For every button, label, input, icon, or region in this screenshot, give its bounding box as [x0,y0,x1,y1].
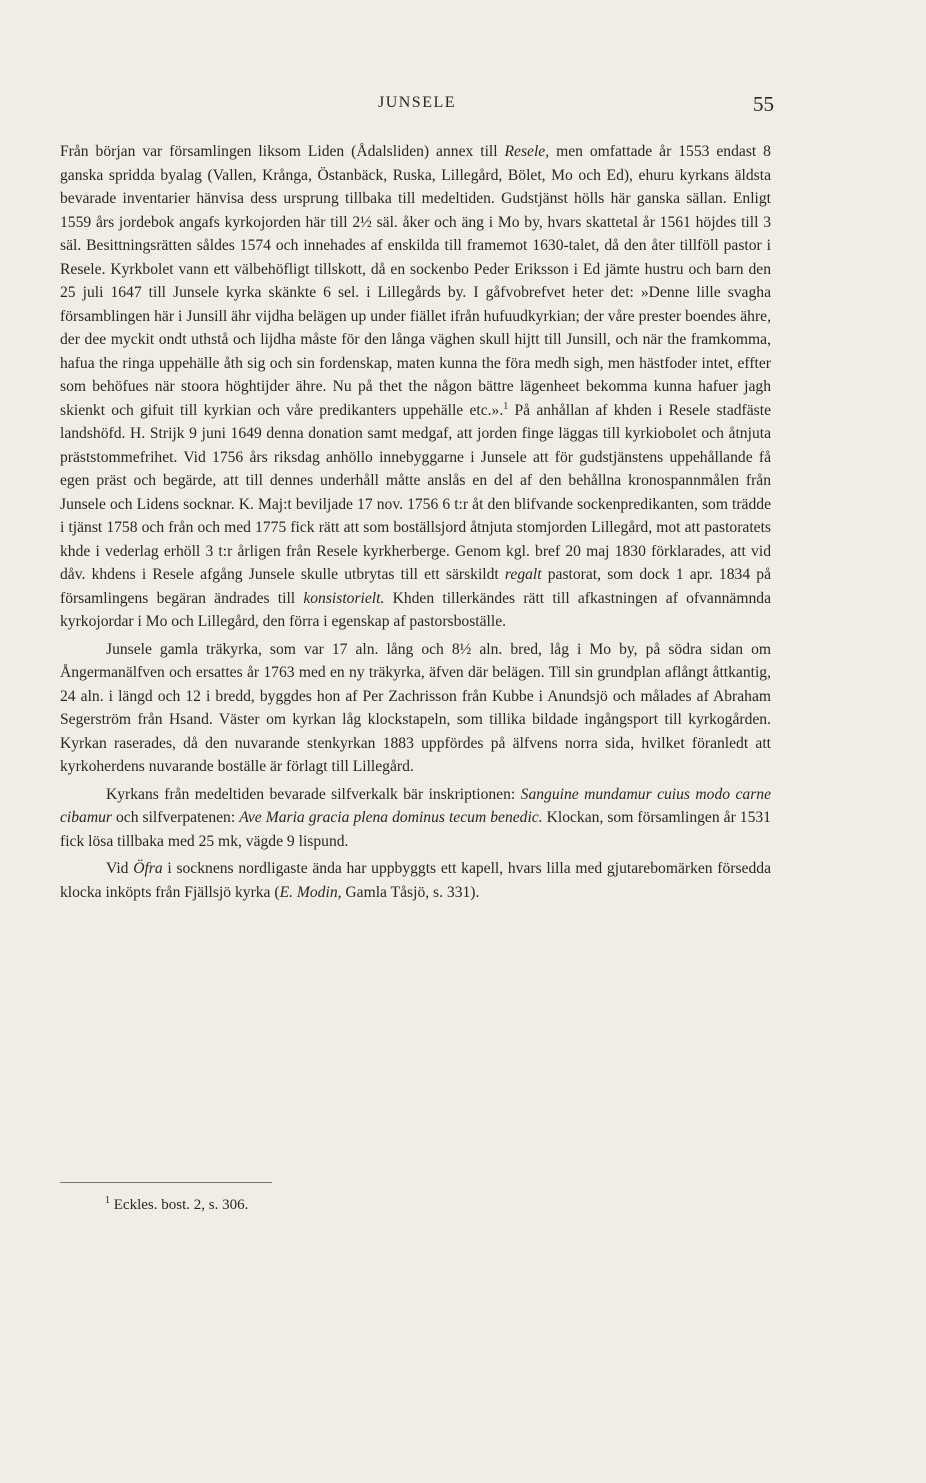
page-header [60,94,774,120]
text-run: men omfattade år 1553 endast 8 ganska spridda byalag (Vallen, Krånga, Östanbäck, Ruska, Lillegård, Bölet, Mo och Ed), ehuru kyrkans äldsta bevarade inventarier hänvisa dess ursprung tillbaka till medeltiden. Gudstjänst hölls här ganska sällan. Enligt 1559 års jordebok angafs kyrkojorden här till 2½ säl. åker och äng i Mo by, hvars skattetal år 1561 höjdes till 3 säl. Besittningsrätten såldes 1574 och innehades af enskilda till framemot 1630-talet, då den åter tillföll pastor i Resele. Kyrkbolet vann ett välbehöfligt tillskott, då en sockenbo Peder Eriksson i Ed jämte hustru och barn den 25 juli 1647 till Junsele kyrka skänkte 6 sel. i Lillegårds by. I gåfvobrefvet heter det: »Denne lille svagha församblingen här i Junsill ähr vijdha belägen up under fiället ifrån hufuudkyrkian; der våre prester boendes ähre, der dee myckit ondt uthstå och lijdha måste för den långa väghen skull hijtt till Junsill, och när the framkomma, hafua the ringa uppehälle åth sig och sin fordenskap, maten kunna the föra medh sigh, men hästfoder intet, effter som behöfues när stoora höghtijder ähre. Nu på thet the någon bättre lägenheet bekomma kunna hafuer jagh skienkt och gifuit till kyrkian och våre predikanters uppehälle etc.». [60,143,771,419]
paragraph [60,857,771,904]
italic-text: Resele, [504,143,550,160]
text-run: Junsele gamla träkyrka, som var 17 aln. lång och 8½ aln. bred, låg i Mo by, på södra sidan om Ångermanälfven och ersattes år 1763 med en ny träkyrka, äfven där belägen. Till sin grundplan aflångt åttkantig, 24 aln. i längd och 12 i bredd, byggdes hon af Per Zachrisson från Kubbe i Anundsjö och målades af Abraham Segerström från Hsand. Väster om kyrkan låg klockstapeln, som tillika bildade ingångsport till kyrkogården. Kyrkan raserades, då den nuvarande stenkyrkan 1883 uppfördes på älfvens norra sida, hvilket föranledt att kyrkoherdens nuvarande boställe är förlagt till Lillegård. [60,640,771,775]
page-number: 55 [753,92,774,116]
footnote-text: Eckles. bost. 2, s. 306. [110,1197,249,1213]
text-run: pastorat, som dock 1 apr. 1834 på församlingens begäran ändrades till [60,566,771,607]
footnote-marker: 1 [105,1195,110,1206]
italic-text: E. Modin, [279,883,342,901]
body-text [60,140,771,904]
text-run: Kyrkans från medeltiden bevarade silfverkalk bär inskriptionen: [106,785,521,803]
footnote [105,1197,248,1214]
text-run: På anhållan af khden i Resele stadfäste landshöfd. H. Strijk 9 juni 1649 denna donation samt medgaf, att jorden finge läggas till kyrkiobolet och åtnjuta präststommefrihet. Vid 1756 års riksdag anhöllo innebyggarne i Junsele att för gudstjänstens uppehållande få egen präst och begärde, att till dennes underhåll måtte anslås en del af den behållna kronospannmålen från Junsele och Lidens socknar. K. Maj:t beviljade 17 nov. 1756 6 t:r åt den blifvande sockenpredikanten, som trädde i tjänst 1758 och från och med 1775 fick rätt att som boställsjord åtnjuta stomjorden Lillegård, mot att pastoratets khde i vederlag erhöll 3 t:r årligen från Resele kyrkherberge. Genom kgl. bref 20 maj 1830 förklarades, att vid dåv. khdens i Resele afgång Junsele skulle utbrytas till ett särskildt [60,401,771,583]
text-run: i socknens nordligaste ända har uppbyggts ett kapell, hvars lilla med gjutarebomärken försedda klocka inköpts från Fjällsjö kyrka ( [60,860,771,901]
text-run: och silfverpatenen: [111,809,240,826]
footnote-rule [60,1182,272,1183]
italic-text: Ave Maria gracia plena dominus tecum benedic. [239,809,543,826]
text-run: Från början var församlingen liksom Liden (Ådalsliden) annex till [60,143,505,160]
running-title: JUNSELE [377,94,457,111]
italic-text: konsistorielt. [303,589,385,607]
text-run: Klockan, som församlingen år 1531 fick lösa tillbaka med 25 mk, vägde 9 lispund. [60,809,771,850]
italic-text: Sanguine mundamur cuius modo carne cibamur [60,785,771,826]
italic-text: regalt [504,566,542,583]
italic-text: Öfra [133,860,163,877]
text-run: Vid [106,860,134,877]
paragraph [60,638,771,779]
text-run: Khden tillerkändes rätt till afkastningen af ofvannämnda kyrkojordar i Mo och Lillegård, den förra i egenskap af pastorsboställe. [60,589,771,630]
text-run: Gamla Tåsjö, s. 331). [341,883,480,901]
footnote-reference: 1 [503,400,509,412]
paragraph [60,783,771,854]
paragraph [60,140,771,634]
